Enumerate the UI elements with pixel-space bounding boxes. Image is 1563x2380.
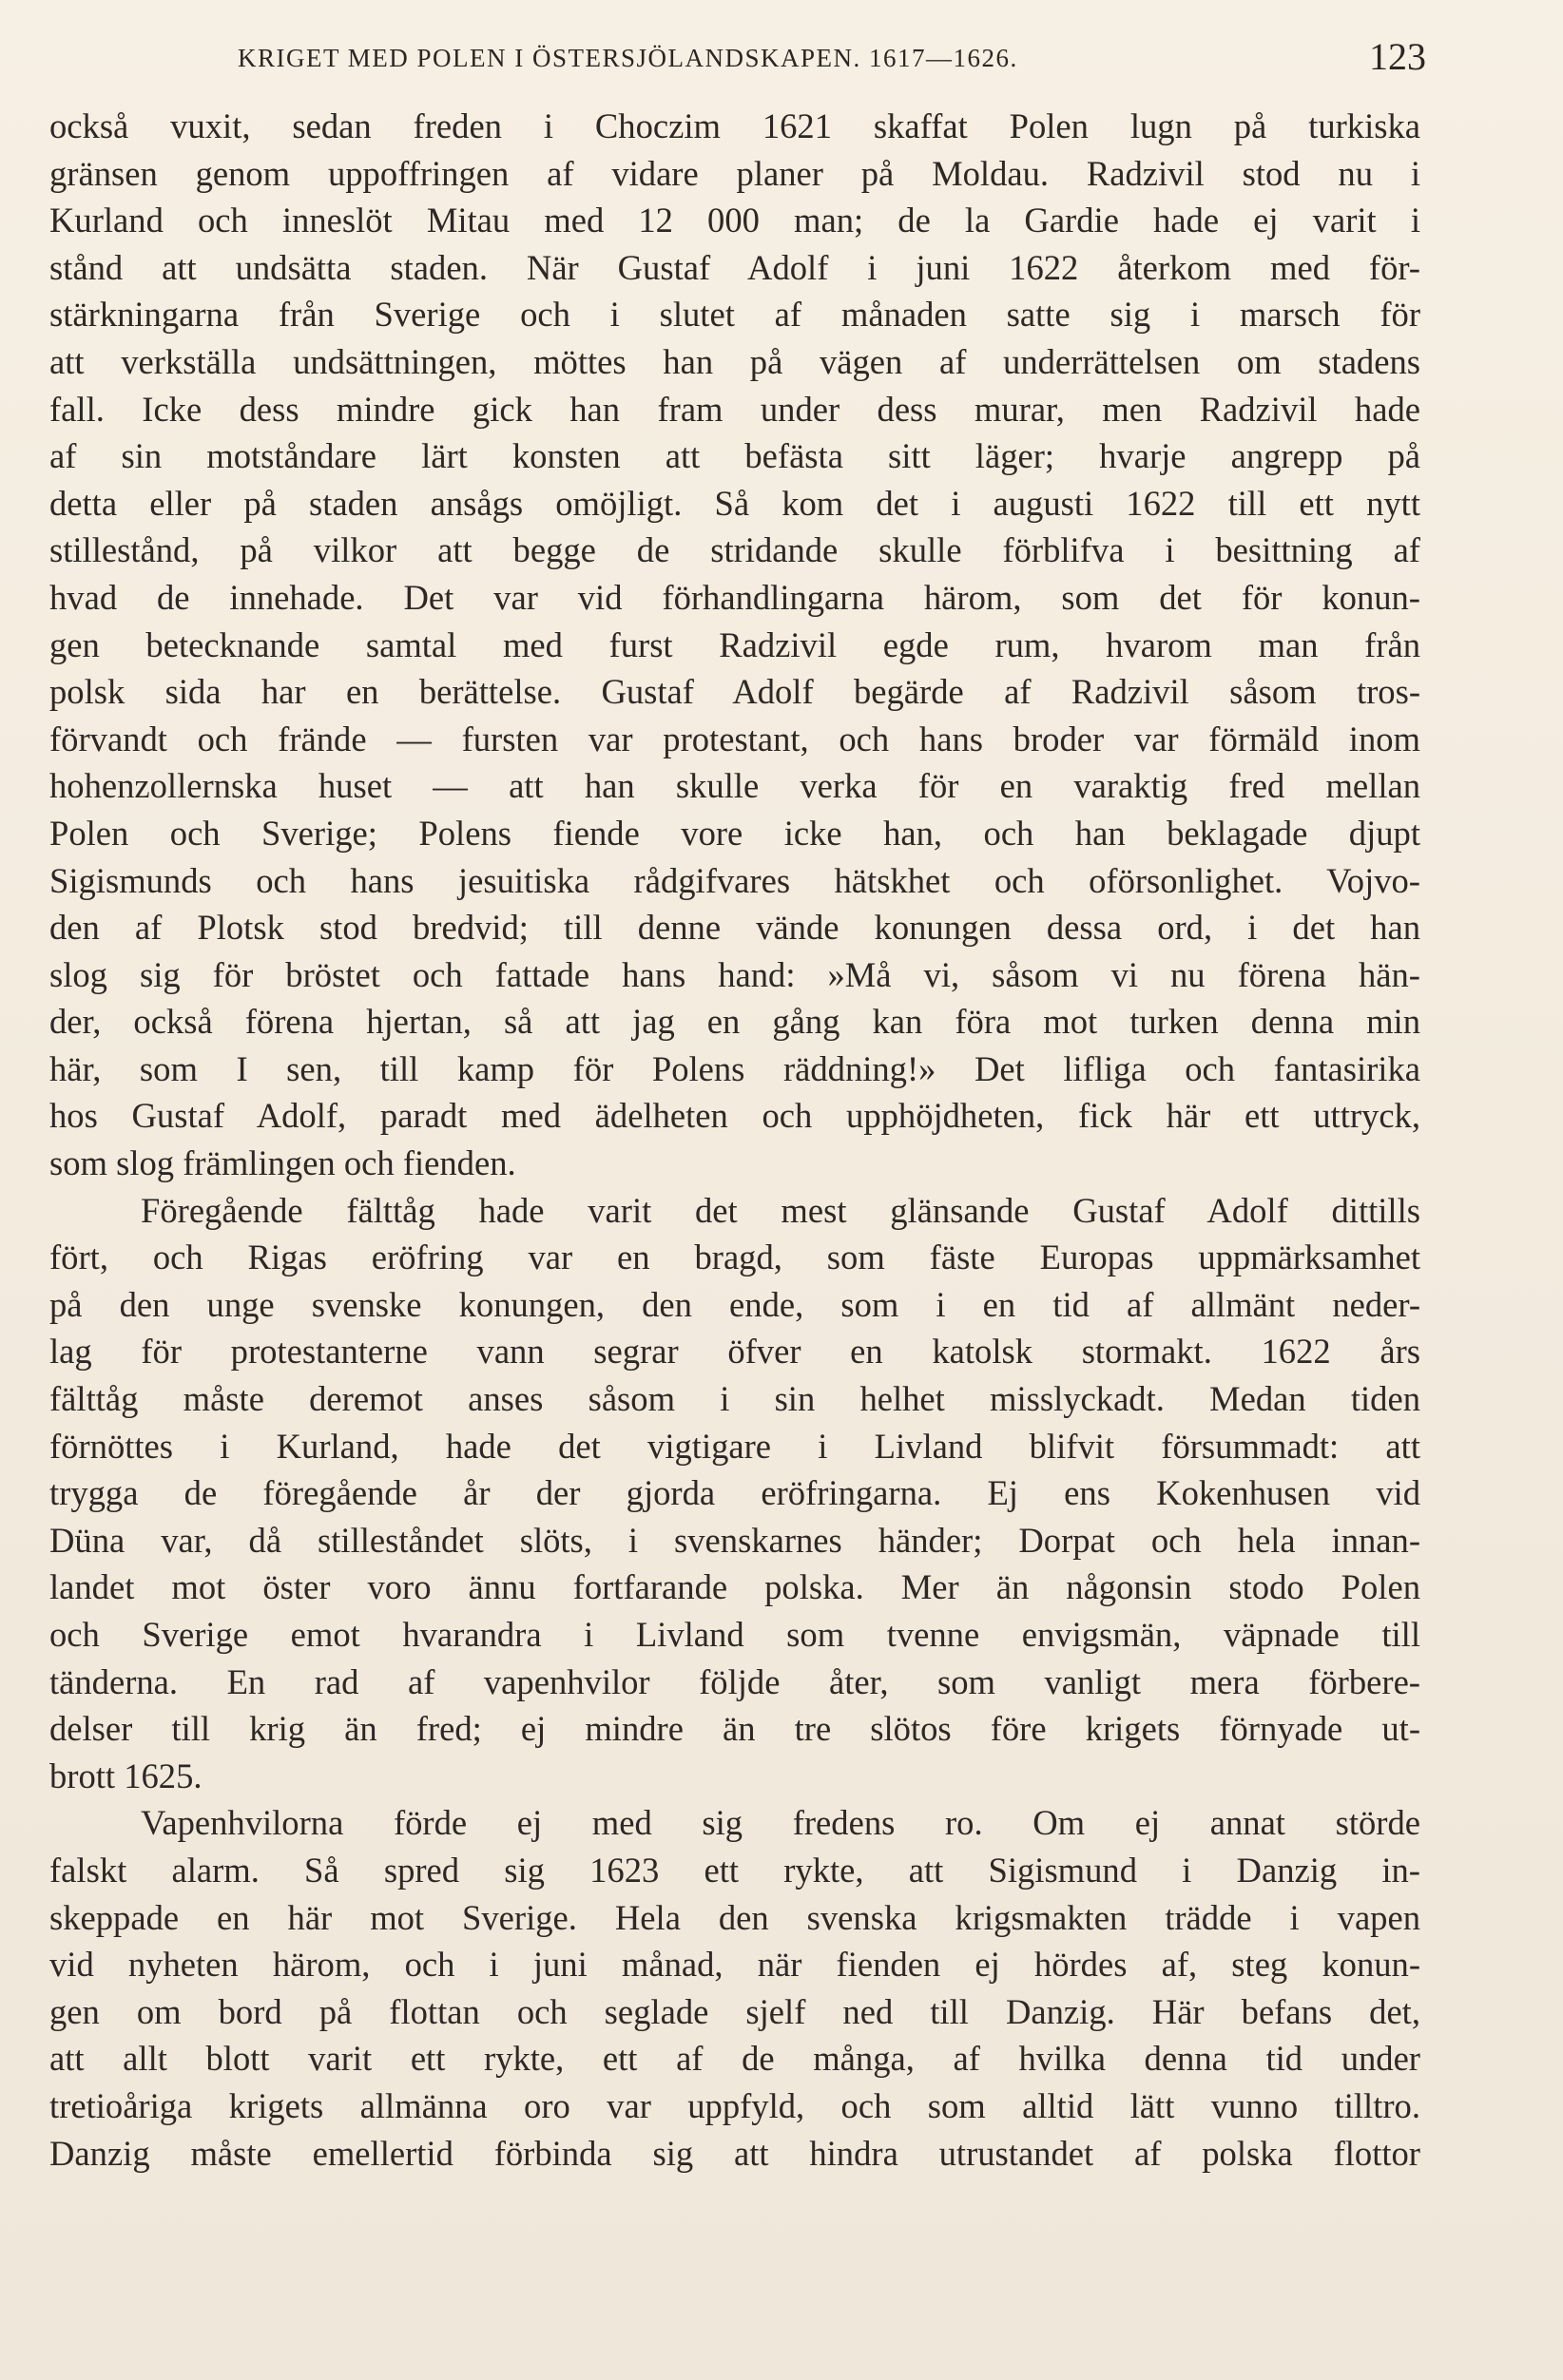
text-line: landet mot öster voro ännu fortfarande polska. Mer än någonsin stodo Polen: [49, 1567, 1420, 1607]
text-line: fälttåg måste deremot anses såsom i sin helhet misslyckadt. Medan tiden: [49, 1379, 1420, 1419]
text-line: vid nyheten härom, och i juni månad, när fienden ej hördes af, steg konun-: [49, 1945, 1420, 1985]
page-header: [238, 34, 1426, 82]
paragraph-start-line: Föregående fälttåg hade varit det mest glänsande Gustaf Adolf dittills: [141, 1190, 1420, 1230]
text-line: fall. Icke dess mindre gick han fram under dess murar, men Radzivil hade: [49, 389, 1420, 429]
text-line: gen betecknande samtal med furst Radzivil egde rum, hvarom man från: [49, 624, 1420, 664]
text-line: här, som I sen, till kamp för Polens räddning!» Det lifliga och fantasirika: [49, 1048, 1420, 1088]
text-line: på den unge svenske konungen, den ende, som i en tid af allmänt neder-: [49, 1284, 1420, 1324]
text-line: förvandt och frände — fursten var protestant, och hans broder var förmäld inom: [49, 719, 1420, 758]
text-line: att verkställa undsättningen, möttes han på vägen af underrättelsen om stadens: [49, 341, 1420, 381]
text-line: Kurland och inneslöt Mitau med 12 000 man; de la Gardie hade ej varit i: [49, 201, 1420, 240]
text-line: gränsen genom uppoffringen af vidare planer på Moldau. Radzivil stod nu i: [49, 153, 1420, 193]
text-line: falskt alarm. Så spred sig 1623 ett rykte, att Sigismund i Danzig in-: [49, 1850, 1420, 1890]
text-line: Danzig måste emellertid förbinda sig att hindra utrustandet af polska flottor: [49, 2133, 1420, 2173]
paragraph-start-line: Vapenhvilorna förde ej med sig fredens ro. Om ej annat störde: [141, 1803, 1420, 1843]
text-line: gen om bord på flottan och seglade sjelf ned till Danzig. Här befans det,: [49, 1991, 1420, 2031]
text-line: fört, och Rigas eröfring var en bragd, som fäste Europas uppmärksamhet: [49, 1238, 1420, 1277]
text-line: delser till krig än fred; ej mindre än tre slötos före krigets förnyade ut-: [49, 1709, 1420, 1749]
text-line: förnöttes i Kurland, hade det vigtigare i Livland blifvit försummadt: att: [49, 1426, 1420, 1466]
text-line: hohenzollernska huset — att han skulle verka för en varaktig fred mellan: [49, 766, 1420, 806]
text-line: hvad de innehade. Det var vid förhandlingarna härom, som det för konun-: [49, 577, 1420, 617]
body-text: [49, 103, 1420, 2177]
text-line: Düna var, då stilleståndet slöts, i svenskarnes händer; Dorpat och hela innan-: [49, 1520, 1420, 1560]
text-line: polsk sida har en berättelse. Gustaf Adolf begärde af Radzivil såsom tros-: [49, 672, 1420, 712]
text-line: detta eller på staden ansågs omöjligt. Så kom det i augusti 1622 till ett nytt: [49, 483, 1420, 523]
text-line: hos Gustaf Adolf, paradt med ädelheten och upphöjdheten, fick här ett uttryck,: [49, 1096, 1420, 1136]
text-line: stillestånd, på vilkor att begge de stridande skulle förblifva i besittning af: [49, 530, 1420, 570]
paragraph-end-line: som slog främlingen och fienden.: [49, 1143, 516, 1183]
text-line: den af Plotsk stod bredvid; till denne vände konungen dessa ord, i det han: [49, 908, 1420, 948]
page-number: 123: [1369, 35, 1426, 78]
text-line: stärkningarna från Sverige och i slutet af månaden satte sig i marsch för: [49, 295, 1420, 335]
text-line: skeppade en här mot Sverige. Hela den svenska krigsmakten trädde i vapen: [49, 1897, 1420, 1937]
text-line: slog sig för bröstet och fattade hans hand: »Må vi, såsom vi nu förena hän-: [49, 954, 1420, 994]
text-line: Polen och Sverige; Polens fiende vore icke han, och han beklagade djupt: [49, 813, 1420, 853]
text-line: att allt blott varit ett rykte, ett af de många, af hvilka denna tid under: [49, 2039, 1420, 2079]
text-line: tretioåriga krigets allmänna oro var uppfyld, och som alltid lätt vunno tilltro.: [49, 2085, 1420, 2125]
text-line: Sigismunds och hans jesuitiska rådgifvares hätskhet och oförsonlighet. Vojvo-: [49, 860, 1420, 900]
text-line: der, också förena hjertan, så att jag en gång kan föra mot turken denna min: [49, 1002, 1420, 1042]
text-line: stånd att undsätta staden. När Gustaf Adolf i juni 1622 återkom med för-: [49, 247, 1420, 287]
text-line: tänderna. En rad af vapenhvilor följde åter, som vanligt mera förbere-: [49, 1661, 1420, 1701]
text-line: lag för protestanterne vann segrar öfver en katolsk stormakt. 1622 års: [49, 1332, 1420, 1372]
running-head: KRIGET MED POLEN I ÖSTERSJÖLANDSKAPEN. 1617—1626.: [238, 44, 1018, 72]
text-line: af sin motståndare lärt konsten att befästa sitt läger; hvarje angrepp på: [49, 436, 1420, 476]
text-line: trygga de föregående år der gjorda eröfringarna. Ej ens Kokenhusen vid: [49, 1473, 1420, 1513]
paragraph-end-line: brott 1625.: [49, 1756, 203, 1795]
text-line: och Sverige emot hvarandra i Livland som tvenne envigsmän, väpnade till: [49, 1615, 1420, 1654]
text-line: också vuxit, sedan freden i Choczim 1621 skaffat Polen lugn på turkiska: [49, 106, 1420, 145]
